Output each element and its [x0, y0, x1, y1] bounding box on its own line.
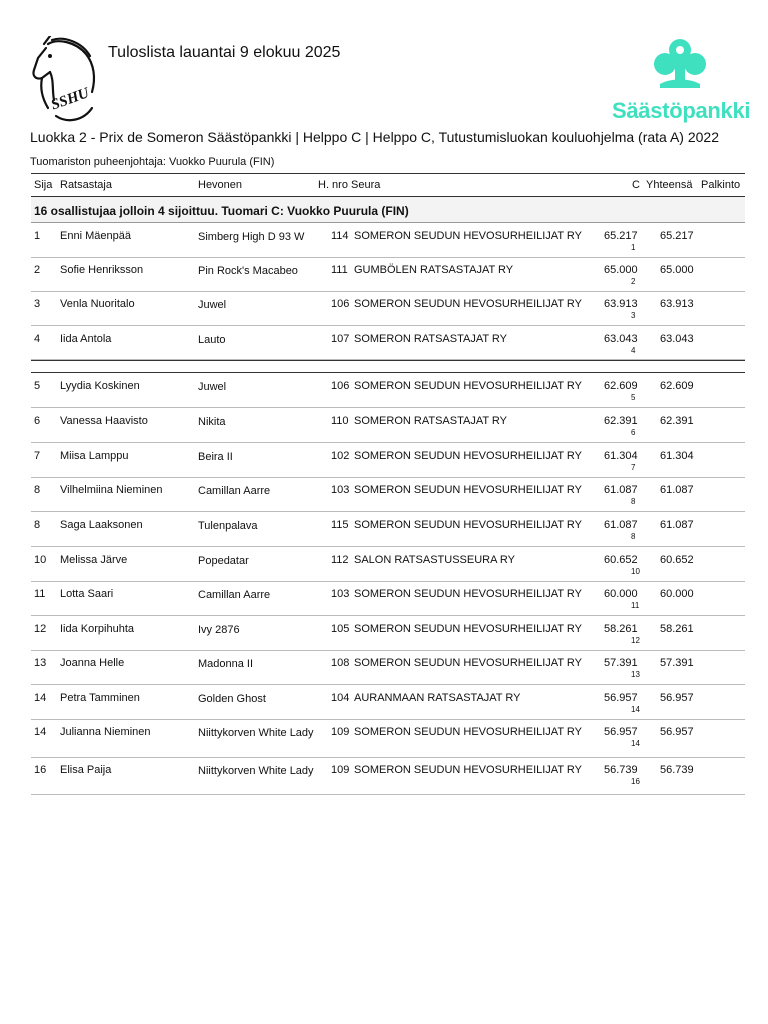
result-club: SOMERON SEUDUN HEVOSURHEILIJAT RY [354, 726, 582, 738]
result-horse-number: 106 [331, 298, 350, 310]
col-header-prize: Palkinto [701, 179, 741, 191]
result-rider: Venla Nuoritalo [60, 298, 135, 310]
class-title: Luokka 2 - Prix de Someron Säästöpankki | Helppo C | Helppo C, Tutustumisluokan kouluohjelma (rata A) 2022 [30, 129, 719, 145]
result-horse: Simberg High D 93 W [198, 231, 305, 243]
result-horse-number: 104 [331, 692, 350, 704]
result-score-c: 63.913 [604, 298, 638, 310]
table-row [31, 719, 745, 758]
result-rider: Miisa Lamppu [60, 450, 129, 462]
result-total: 63.043 [660, 333, 694, 345]
result-sija: 16 [34, 764, 47, 776]
table-row [31, 408, 745, 443]
result-score-c: 61.087 [604, 519, 638, 531]
saastopankki-logo [612, 36, 751, 128]
result-rank-c: 7 [631, 463, 636, 472]
result-total: 56.957 [660, 726, 694, 738]
result-horse-number: 103 [331, 588, 350, 600]
result-total: 56.957 [660, 692, 694, 704]
result-score-c: 62.391 [604, 415, 638, 427]
result-rider: Petra Tamminen [60, 692, 140, 704]
result-sija: 10 [34, 554, 47, 566]
result-rider: Sofie Henriksson [60, 264, 144, 276]
result-rank-c: 16 [631, 777, 640, 786]
table-row [31, 547, 745, 582]
result-score-c: 65.217 [604, 230, 638, 242]
result-total: 63.913 [660, 298, 694, 310]
result-club: SOMERON SEUDUN HEVOSURHEILIJAT RY [354, 298, 582, 310]
result-rider: Julianna Nieminen [60, 726, 151, 738]
result-sija: 2 [34, 264, 41, 276]
result-rank-c: 14 [631, 705, 640, 714]
table-row [31, 443, 745, 478]
result-horse: Camillan Aarre [198, 589, 271, 601]
result-score-c: 60.652 [604, 554, 638, 566]
result-rider: Saga Laaksonen [60, 519, 143, 531]
result-sija: 7 [34, 450, 41, 462]
result-rider: Vanessa Haavisto [60, 415, 148, 427]
result-club: AURANMAAN RATSASTAJAT RY [354, 692, 521, 704]
result-sija: 12 [34, 623, 47, 635]
result-club: SOMERON RATSASTAJAT RY [354, 415, 508, 427]
table-row [31, 291, 745, 326]
result-sija: 11 [34, 588, 46, 600]
result-horse: Popedatar [198, 555, 249, 567]
result-score-c: 56.957 [604, 726, 638, 738]
result-rank-c: 1 [631, 243, 636, 252]
table-row [31, 685, 745, 720]
result-rank-c: 12 [631, 636, 640, 645]
result-horse-number: 109 [331, 726, 350, 738]
table-row [31, 477, 745, 512]
result-club: SOMERON SEUDUN HEVOSURHEILIJAT RY [354, 623, 582, 635]
result-rank-c: 8 [631, 497, 636, 506]
result-total: 60.000 [660, 588, 694, 600]
result-horse: Pin Rock's Macabeo [198, 265, 298, 277]
table-row [31, 650, 745, 685]
result-score-c: 65.000 [604, 264, 638, 276]
result-horse-number: 103 [331, 484, 350, 496]
result-total: 65.217 [660, 230, 694, 242]
result-club: SOMERON SEUDUN HEVOSURHEILIJAT RY [354, 230, 582, 242]
result-horse-number: 115 [331, 519, 349, 531]
result-horse-number: 111 [331, 264, 348, 276]
result-horse-number: 114 [331, 230, 349, 242]
result-club: SOMERON SEUDUN HEVOSURHEILIJAT RY [354, 764, 582, 776]
result-rider: Enni Mäenpää [60, 230, 131, 242]
table-row [31, 616, 745, 651]
table-row [31, 257, 745, 292]
result-horse-number: 110 [331, 415, 349, 427]
clover-icon [612, 36, 748, 98]
result-rank-c: 4 [631, 346, 636, 355]
result-horse-number: 112 [331, 554, 349, 566]
result-total: 61.304 [660, 450, 694, 462]
result-sija: 14 [34, 726, 47, 738]
result-horse-number: 108 [331, 657, 350, 669]
result-horse: Lauto [198, 334, 226, 346]
document-title: Tuloslista lauantai 9 elokuu 2025 [108, 44, 341, 61]
result-sija: 4 [34, 333, 41, 345]
result-score-c: 57.391 [604, 657, 638, 669]
col-header-rider: Ratsastaja [60, 179, 112, 191]
result-rider: Elisa Paija [60, 764, 112, 776]
result-rider: Lotta Saari [60, 588, 114, 600]
result-rider: Lyydia Koskinen [60, 380, 140, 392]
result-sija: 14 [34, 692, 47, 704]
result-horse: Juwel [198, 381, 227, 393]
result-rank-c: 2 [631, 277, 636, 286]
result-total: 60.652 [660, 554, 694, 566]
result-sija: 6 [34, 415, 41, 427]
result-horse-number: 109 [331, 764, 350, 776]
result-horse-number: 102 [331, 450, 350, 462]
col-header-horse: Hevonen [198, 179, 243, 191]
result-score-c: 61.304 [604, 450, 638, 462]
result-horse-number: 105 [331, 623, 350, 635]
col-header-sija: Sija [34, 179, 53, 191]
result-rank-c: 5 [631, 393, 636, 402]
table-row [31, 326, 745, 360]
result-club: SOMERON RATSASTAJAT RY [354, 333, 508, 345]
col-header-total: Yhteensä [646, 179, 693, 191]
result-horse-number: 106 [331, 380, 350, 392]
placing-separator [31, 360, 745, 373]
result-club: SOMERON SEUDUN HEVOSURHEILIJAT RY [354, 519, 582, 531]
result-horse: Camillan Aarre [198, 485, 271, 497]
result-club: SOMERON SEUDUN HEVOSURHEILIJAT RY [354, 588, 582, 600]
result-rank-c: 11 [631, 601, 640, 610]
result-rank-c: 8 [631, 532, 636, 541]
result-club: SOMERON SEUDUN HEVOSURHEILIJAT RY [354, 657, 582, 669]
result-total: 57.391 [660, 657, 694, 669]
result-total: 62.391 [660, 415, 694, 427]
sshu-logo-text: SSHU [49, 85, 92, 114]
result-club: SOMERON SEUDUN HEVOSURHEILIJAT RY [354, 484, 582, 496]
result-score-c: 58.261 [604, 623, 638, 635]
result-club: GUMBÖLEN RATSASTAJAT RY [354, 264, 514, 276]
table-row [31, 512, 745, 547]
result-horse: Beira II [198, 451, 233, 463]
saastopankki-wordmark: Säästöpankki [612, 98, 751, 123]
result-sija: 3 [34, 298, 41, 310]
result-horse: Niittykorven White Lady [198, 727, 314, 739]
result-club: SALON RATSASTUSSEURA RY [354, 554, 515, 566]
result-score-c: 60.000 [604, 588, 638, 600]
table-row [31, 581, 745, 616]
result-sija: 8 [34, 519, 41, 531]
table-row [31, 757, 745, 795]
result-total: 56.739 [660, 764, 694, 776]
result-rider: Vilhelmiina Nieminen [60, 484, 163, 496]
result-horse-number: 107 [331, 333, 350, 345]
col-header-hno-club: H. nro Seura [318, 179, 381, 191]
result-total: 58.261 [660, 623, 694, 635]
col-header-c: C [632, 179, 640, 191]
table-row [31, 223, 745, 258]
result-horse: Niittykorven White Lady [198, 765, 314, 777]
table-top-rule [31, 173, 745, 174]
result-rank-c: 14 [631, 739, 640, 748]
result-rider: Melissa Järve [60, 554, 128, 566]
result-total: 61.087 [660, 519, 694, 531]
result-rank-c: 10 [631, 567, 640, 576]
result-score-c: 62.609 [604, 380, 638, 392]
result-score-c: 56.739 [604, 764, 638, 776]
group-info: 16 osallistujaa jolloin 4 sijoittuu. Tuomari C: Vuokko Puurula (FIN) [34, 204, 409, 218]
result-sija: 1 [34, 230, 41, 242]
judge-line: Tuomariston puheenjohtaja: Vuokko Puurula (FIN) [30, 156, 275, 168]
result-rider: Iida Antola [60, 333, 112, 345]
result-total: 65.000 [660, 264, 694, 276]
result-score-c: 63.043 [604, 333, 638, 345]
result-club: SOMERON SEUDUN HEVOSURHEILIJAT RY [354, 380, 582, 392]
result-sija: 8 [34, 484, 41, 496]
result-score-c: 56.957 [604, 692, 638, 704]
result-horse: Ivy 2876 [198, 624, 240, 636]
sshu-logo [28, 36, 102, 128]
table-row [31, 373, 745, 408]
result-horse: Juwel [198, 299, 227, 311]
result-sija: 5 [34, 380, 41, 392]
result-club: SOMERON SEUDUN HEVOSURHEILIJAT RY [354, 450, 582, 462]
result-rank-c: 3 [631, 311, 636, 320]
result-score-c: 61.087 [604, 484, 638, 496]
result-rank-c: 13 [631, 670, 640, 679]
result-total: 62.609 [660, 380, 694, 392]
result-horse: Tulenpalava [198, 520, 258, 532]
result-sija: 13 [34, 657, 47, 669]
result-rider: Iida Korpihuhta [60, 623, 134, 635]
result-rider: Joanna Helle [60, 657, 125, 669]
result-horse: Golden Ghost [198, 693, 266, 705]
result-horse: Madonna II [198, 658, 254, 670]
result-rank-c: 6 [631, 428, 636, 437]
result-horse: Nikita [198, 416, 226, 428]
result-total: 61.087 [660, 484, 694, 496]
